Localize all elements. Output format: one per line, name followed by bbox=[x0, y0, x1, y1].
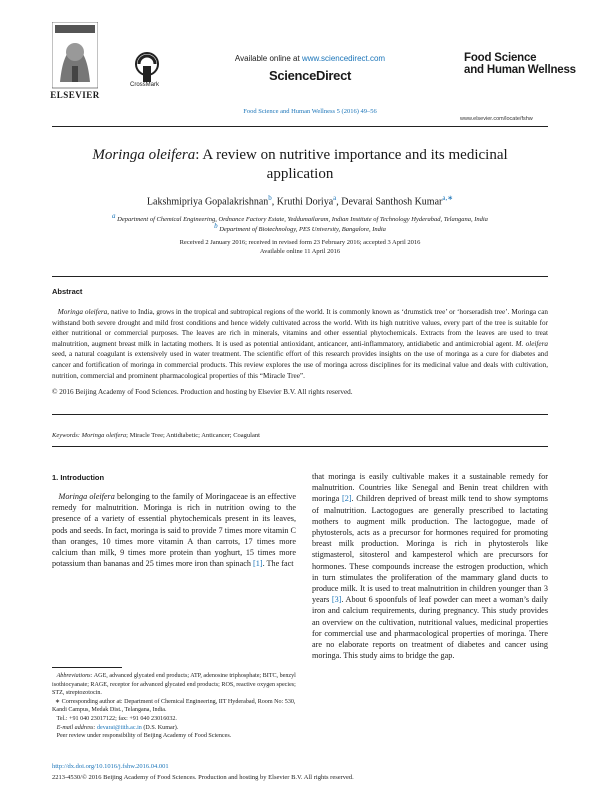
crossmark-icon[interactable] bbox=[134, 52, 160, 86]
peer-review-text: Peer review under responsibility of Beijing Academy of Food Sciences. bbox=[56, 733, 232, 740]
available-online bbox=[200, 54, 420, 63]
intro-italic: Moringa oleifera bbox=[58, 492, 115, 501]
sciencedirect-wordmark: ScienceDirect bbox=[268, 68, 352, 83]
email-label: E-mail address: bbox=[56, 724, 96, 731]
abbreviations-note bbox=[52, 672, 296, 698]
available-prefix: Available online at bbox=[234, 54, 302, 63]
keywords-italic: Moringa oleifera bbox=[81, 432, 127, 439]
footnote-rule bbox=[52, 667, 122, 668]
footnotes bbox=[52, 672, 296, 741]
title-italic: Moringa oleifera bbox=[92, 147, 196, 163]
affiliation-a-text: Department of Chemical Engineering, Ordnance Factory Estate, Yeddumailaram, Indian Institute of Technology Hyderabad, Telangana, India bbox=[117, 216, 488, 224]
affiliation-a-sup: a bbox=[112, 212, 116, 220]
peer-review-note bbox=[52, 732, 296, 741]
issn-copyright: 2213-4530/© 2016 Beijing Academy of Food Sciences. Production and hosting by Elsevier B.V. All rights reserved. bbox=[52, 774, 354, 781]
email-line bbox=[52, 724, 296, 733]
intro-left-end: . The fact bbox=[262, 559, 294, 569]
article-dates bbox=[60, 238, 540, 256]
intro-right-3: . About 6 spoonfuls of leaf powder can meet a woman’s daily iron and calcium requirements, during pregnancy. This study provides an overview on the cultivation, nutritional values, medicinal properties for commercial use and pharmacological properties of moringa. There are no elaborate reports on treatment of diabetes and cancer using moringa. This study aims to bridge the gap. bbox=[312, 595, 548, 661]
title-rest: : A review on nutritive importance and its medicinal application bbox=[195, 147, 508, 182]
keywords-label: Keywords: bbox=[52, 432, 80, 439]
intro-left-text: belonging to the family of Moringaceae is an effective remedy for malnutrition. Moringa is rich in nutrition owing to the presence of a variety of essential phytochemicals present in its leaves, pods and seeds. In fact, moringa is said to provide 7 times more vitamin C than oranges, 10 times more vitamin A than carrots, 17 times more calcium than milk, 9 times more protein than yoghurt, 15 times more potassium than bananas and 25 times more iron than spinach bbox=[52, 492, 297, 569]
author-sup: a,∗ bbox=[442, 194, 454, 202]
author-list: Lakshmipriya Gopalakrishnan$^b$, Kruthi Doriya$^a$, Devarai Santhosh Kumar$^{a,∗}$ bbox=[146, 194, 454, 208]
intro-right-1: that moringa is easily cultivable makes it a sustainable remedy for malnutrition. Countries like Senegal and Benin treat children with moringa bbox=[312, 472, 548, 504]
sciencedirect-link[interactable]: www.sciencedirect.com bbox=[301, 54, 386, 63]
citation-link[interactable]: [1] bbox=[253, 559, 263, 569]
abstract-italic-mid: M. oleifera bbox=[515, 339, 548, 348]
elsevier-wordmark: ELSEVIER bbox=[50, 90, 100, 100]
header-rule bbox=[52, 126, 548, 127]
crossmark-label: CrossMark bbox=[130, 82, 160, 88]
keywords-bottom-rule bbox=[52, 446, 548, 447]
right-column-text bbox=[312, 471, 548, 661]
left-column-text bbox=[52, 491, 296, 569]
abstract-body bbox=[52, 307, 548, 381]
elsevier-logo bbox=[52, 22, 98, 102]
available-date: Available online 11 April 2016 bbox=[259, 248, 341, 255]
doi-link[interactable]: http://dx.doi.org/10.1016/j.fshw.2016.04.001 bbox=[52, 763, 169, 770]
keywords-rest: ; Miracle Tree; Antidiabetic; Anticancer; Coagulant bbox=[126, 432, 260, 439]
article-title bbox=[60, 146, 540, 184]
received-dates: Received 2 January 2016; received in revised form 23 February 2016; accepted 3 April 2016 bbox=[179, 239, 421, 246]
journal-reference[interactable]: Food Science and Human Wellness 5 (2016) 49–56 bbox=[243, 108, 377, 115]
email-link[interactable]: devarai@iith.ac.in bbox=[96, 724, 142, 731]
author-name[interactable]: Lakshmipriya Gopalakrishnan bbox=[146, 196, 269, 208]
tel-text: Tel.: +91 040 23017122; fax: +91 040 23016032. bbox=[56, 715, 177, 722]
abstract-italic-start: Moringa oleifera bbox=[57, 308, 108, 316]
abstract-text-2: seed, a natural coagulant is extensively used in water treatment. The scientific effort of this research provides insights on the use of moringa as a cure for diabetes and cancer and fortification of moringa in commercial products. This review explores the use of moringa across disciplines for its medicinal value and deals with cultivation, nutrition, commercial and prominent pharmacological properties of this “Miracle Tree”. bbox=[52, 350, 548, 380]
journal-logo bbox=[464, 52, 576, 76]
keywords-rule bbox=[52, 414, 548, 415]
tel-fax bbox=[52, 715, 296, 724]
keywords bbox=[52, 432, 548, 439]
author-sup: a bbox=[333, 194, 337, 202]
abstract-copyright: © 2016 Beijing Academy of Food Sciences. Production and hosting by Elsevier B.V. All rights reserved. bbox=[52, 388, 353, 396]
corresponding-text: ∗ Corresponding author at: Department of Chemical Engineering, IIT Hyderabad, Room No: 530, Kandi Campus, Medak Dist., Telangana, India. bbox=[52, 698, 296, 714]
citation-link[interactable]: [2] bbox=[342, 494, 352, 504]
section-heading-introduction: 1. Introduction bbox=[52, 473, 105, 482]
abbrev-text: AGE, advanced glycated end products; ATP, adenosine triphosphate; BITC, benzyl isothiocyanate; RAGE, receptor for advanced glycated end products; ROS, reactive oxygen species; STZ, streptozotocin. bbox=[52, 673, 296, 697]
citation-link[interactable]: [3] bbox=[331, 595, 342, 605]
affiliation-b bbox=[60, 222, 540, 233]
journal-url[interactable]: www.elsevier.com/locate/fshw bbox=[460, 116, 533, 122]
journal-logo-line1: Food Science bbox=[464, 52, 537, 64]
corresponding-author-note bbox=[52, 698, 296, 715]
abbrev-label: Abbreviations: bbox=[56, 673, 93, 679]
abstract-text-1: , native to India, grows in the tropical and subtropical regions of the world. It is commonly known as ‘drumstick tree’ or ‘horseradish tree’. Moringa can withstand both severe drought and mild frost conditions and hence widely cultivated across the world. With its high nutritive values, every part of the tree is suitable for either nutritional or commercial purposes. The leaves are rich in minerals, vitamins and other essential phytochemicals. Extracts from the leaves are used to treat malnutrition, augment breast milk in lactating mothers. It is used as potential antioxidant, anticancer, anti-inflammatory, antidiabetic and antimicrobial agent. bbox=[52, 308, 548, 348]
author-sup: b bbox=[268, 194, 272, 202]
author-name[interactable]: Kruthi Doriya bbox=[276, 196, 334, 208]
journal-logo-line2: and Human Wellness bbox=[464, 64, 576, 76]
affiliation-b-text: Department of Biotechnology, PES University, Bangalore, India bbox=[219, 226, 386, 234]
email-name: (D.S. Kumar). bbox=[141, 724, 179, 731]
intro-right-2: . Children deprived of breast milk tend to show symptoms of malnutrition. Lactogogues are generally prescribed to lactating mothers to augment milk production. The lactogogue, made of phytosterols, acts as a precursor for hormones required for promoting breast milk production. Moringa is rich in phytosterols like stigmasterol, sitosterol and kampesterol which are precursors for hormones. These compounds increase the estrogen production, which in turn stimulates the proliferation of the mammary gland ducts to produce milk. It is used to treat malnutrition in children younger than 3 years bbox=[312, 494, 548, 605]
abstract-heading: Abstract bbox=[52, 287, 83, 296]
affiliation-b-sup: b bbox=[214, 222, 218, 230]
author-name[interactable]: Devarai Santhosh Kumar bbox=[341, 196, 443, 208]
abstract-top-rule bbox=[52, 276, 548, 277]
